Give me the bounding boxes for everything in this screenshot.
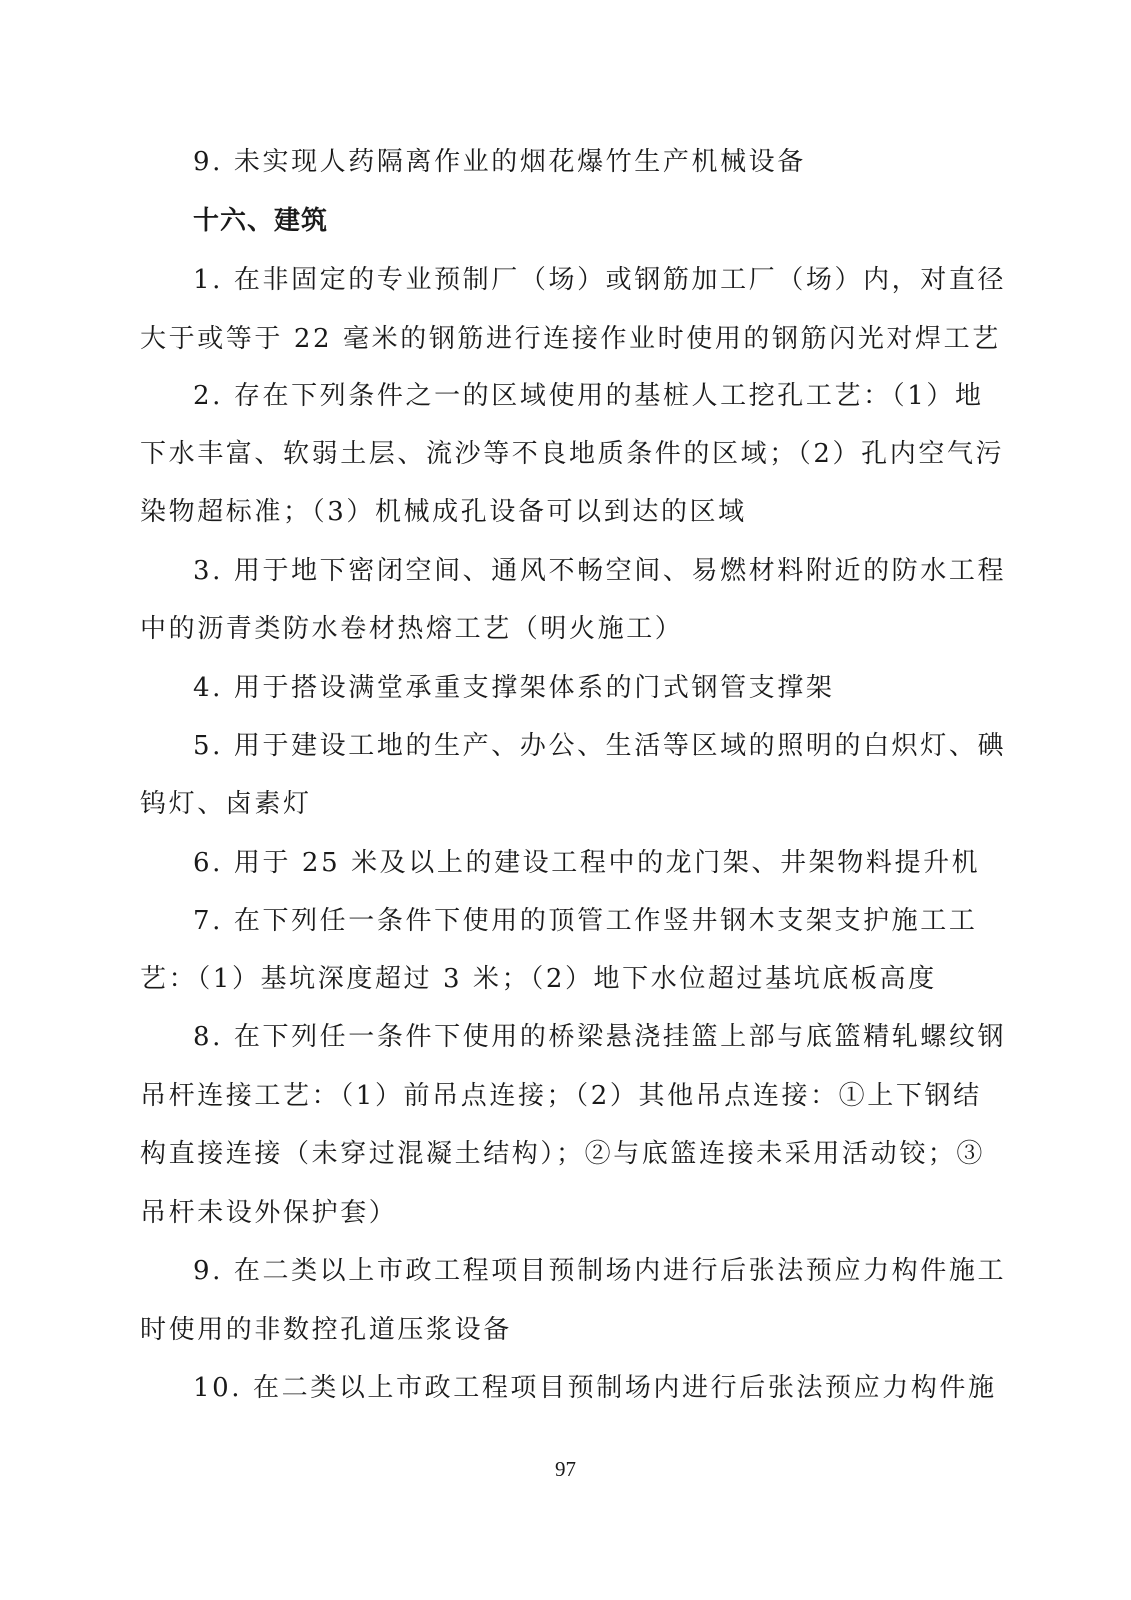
item-9-line-1: 9. 在二类以上市政工程项目预制场内进行后张法预应力构件施工: [193, 1256, 1007, 1286]
item-1-line-1: 1. 在非固定的专业预制厂（场）或钢筋加工厂（场）内，对直径: [193, 265, 1007, 295]
item-4-line-1: 4. 用于搭设满堂承重支撑架体系的门式钢管支撑架: [193, 673, 835, 703]
item-10-line-1: 10. 在二类以上市政工程项目预制场内进行后张法预应力构件施: [193, 1373, 997, 1403]
item-8-line-2: 吊杆连接工艺：（1）前吊点连接；（2）其他吊点连接：①上下钢结: [140, 1081, 982, 1111]
item-3-line-1: 3. 用于地下密闭空间、通风不畅空间、易燃材料附近的防水工程: [193, 556, 1007, 586]
item-5-line-2: 钨灯、卤素灯: [140, 789, 312, 819]
page-number: 97: [555, 1457, 576, 1481]
item-9-line-2: 时使用的非数控孔道压浆设备: [140, 1315, 512, 1345]
item-6-line-1: 6. 用于 25 米及以上的建设工程中的龙门架、井架物料提升机: [193, 848, 981, 878]
item-2-line-1: 2. 存在下列条件之一的区域使用的基桩人工挖孔工艺：（1）地: [193, 381, 984, 411]
item-2-line-3: 染物超标准；（3）机械成孔设备可以到达的区域: [140, 497, 747, 527]
item-1-line-2: 大于或等于 22 毫米的钢筋进行连接作业时使用的钢筋闪光对焊工艺: [140, 324, 1001, 354]
item-2-line-2: 下水丰富、软弱土层、流沙等不良地质条件的区域；（2）孔内空气污: [140, 439, 1005, 469]
item-5-line-1: 5. 用于建设工地的生产、办公、生活等区域的照明的白炽灯、碘: [193, 731, 1007, 761]
item-8-line-1: 8. 在下列任一条件下使用的桥梁悬浇挂篮上部与底篮精轧螺纹钢: [193, 1022, 1007, 1052]
item-9-fireworks: 9. 未实现人药隔离作业的烟花爆竹生产机械设备: [193, 147, 806, 177]
item-8-line-4: 吊杆未设外保护套）: [140, 1198, 398, 1228]
item-3-line-2: 中的沥青类防水卷材热熔工艺（明火施工）: [140, 614, 684, 644]
item-8-line-3: 构直接连接（未穿过混凝土结构）；②与底篮连接未采用活动铰；③: [140, 1139, 986, 1169]
section-heading-construction: 十六、建筑: [193, 206, 329, 236]
item-7-line-1: 7. 在下列任一条件下使用的顶管工作竖井钢木支架支护施工工: [193, 906, 978, 936]
item-7-line-2: 艺：（1）基坑深度超过 3 米；（2）地下水位超过基坑底板高度: [140, 964, 937, 994]
